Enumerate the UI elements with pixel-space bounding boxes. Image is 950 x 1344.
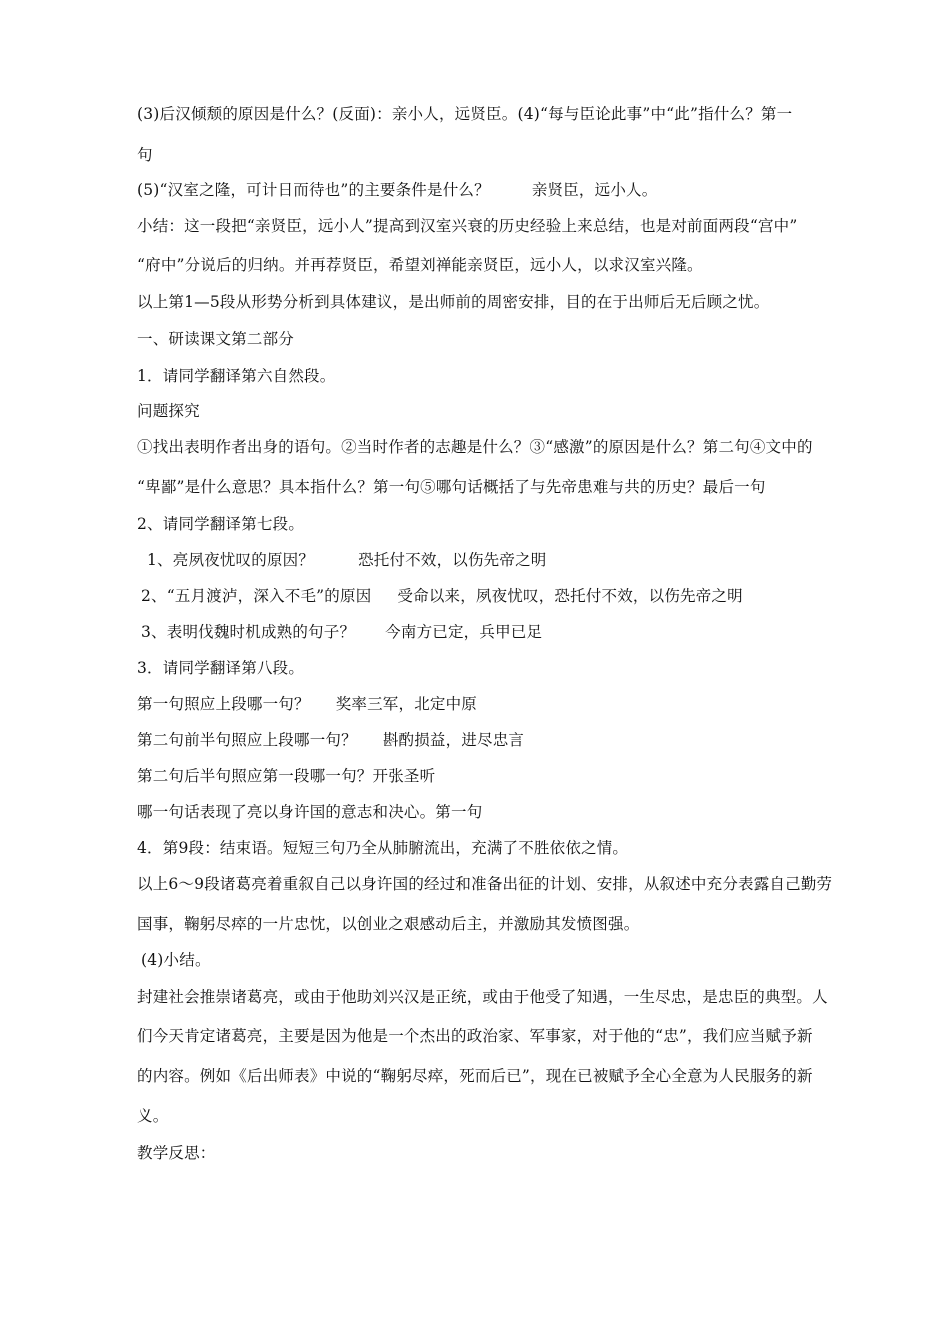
line-q4-cont: 句 (137, 146, 153, 164)
line-summary-2: “府中”分说后的归纳。并再荐贤臣，希望刘禅能亲贤臣，远小人，以求汉室兴隆。 (137, 256, 703, 274)
item-2-answer: 受命以来，夙夜忧叹，恐托付不效，以伤先帝之明 (397, 587, 743, 605)
line-inquiry-heading: 问题探究 (137, 402, 200, 420)
line-final-2: 们今天肯定诸葛亮，主要是因为他是一个杰出的政治家、军事家，对于他的“忠”，我们应当赋予新 (137, 1027, 813, 1045)
line-task-2-item-1 (147, 550, 892, 570)
line-final-3: 的内容。例如《后出师表》中说的“鞠躬尽瘁，死而后已”，现在已被赋予全心全意为人民服务的新 (137, 1067, 813, 1085)
line-para-6-9-2: 国事，鞠躬尽瘁的一片忠忱，以创业之艰感动后主，并激励其发愤图强。 (137, 915, 640, 933)
q5-question: (5)“汉室之隆，可计日而待也”的主要条件是什么？ (137, 181, 490, 199)
task-3-q1-question: 第一句照应上段哪一句？ (137, 695, 310, 713)
section-heading-part-two: 一、研读课文第二部分 (137, 330, 295, 348)
line-teaching-reflection: 教学反思： (137, 1144, 216, 1162)
line-final-4: 义。 (137, 1107, 169, 1125)
task-3-q2-answer: 斟酌损益，进尽忠言 (382, 731, 525, 749)
line-task-3: 3．请同学翻译第八段。 (137, 659, 305, 677)
item-1-answer: 恐托付不效，以伤先帝之明 (358, 551, 547, 569)
line-task-3-q4: 哪一句话表现了亮以身许国的意志和决心。第一句 (137, 803, 483, 821)
line-task-2: 2、请同学翻译第七段。 (137, 515, 305, 533)
task-3-q2-question: 第二句前半句照应上段哪一句？ (137, 731, 357, 749)
line-task-2-item-3 (141, 622, 886, 642)
item-2-question: 2、“五月渡泸，深入不毛”的原因 (141, 587, 372, 605)
line-task-4: 4．第9段：结束语。短短三句乃全从肺腑流出，充满了不胜依依之情。 (137, 839, 629, 857)
line-task-1: 1．请同学翻译第六自然段。 (137, 367, 336, 385)
item-3-answer: 今南方已定，兵甲已足 (385, 623, 543, 641)
line-final-1: 封建社会推崇诸葛亮，或由于他助刘兴汉是正统，或由于他受了知遇，一生尽忠，是忠臣的典型。人 (137, 988, 828, 1006)
line-inquiry-2: “卑鄙”是什么意思？具本指什么？第一句⑤哪句话概括了与先帝患难与共的历史？最后一句 (137, 478, 766, 496)
q5-answer: 亲贤臣，远小人。 (531, 181, 658, 199)
line-para-6-9-1: 以上6～9段诸葛亮着重叙自己以身许国的经过和准备出征的计划、安排，从叙述中充分表露自己勤劳 (137, 875, 833, 893)
line-summary-heading: (4)小结。 (141, 951, 211, 969)
line-task-2-item-2 (141, 586, 886, 606)
line-task-3-q3: 第二句后半句照应第一段哪一句？开张圣听 (137, 767, 436, 785)
line-inquiry-1: ①找出表明作者出身的语句。②当时作者的志趣是什么？③“感激”的原因是什么？第二句④文中的 (137, 438, 813, 456)
item-1-question: 1、亮夙夜忧叹的原因？ (147, 551, 315, 569)
line-task-3-q1 (137, 694, 882, 714)
line-q5 (137, 180, 882, 200)
line-task-3-q2 (137, 730, 882, 750)
task-3-q1-answer: 奖率三军，北定中原 (335, 695, 478, 713)
line-summary-1: 小结：这一段把“亲贤臣，远小人”提高到汉室兴衰的历史经验上来总结，也是对前面两段“宫中” (137, 217, 798, 235)
line-para-1-5: 以上第1—5段从形势分析到具体建议，是出师前的周密安排，目的在于出师后无后顾之忧。 (137, 293, 770, 311)
line-q3-q4: (3)后汉倾颓的原因是什么？(反面)：亲小人，远贤臣。(4)“每与臣论此事”中“此”指什么？第一 (137, 105, 793, 123)
item-3-question: 3、表明伐魏时机成熟的句子？ (141, 623, 356, 641)
